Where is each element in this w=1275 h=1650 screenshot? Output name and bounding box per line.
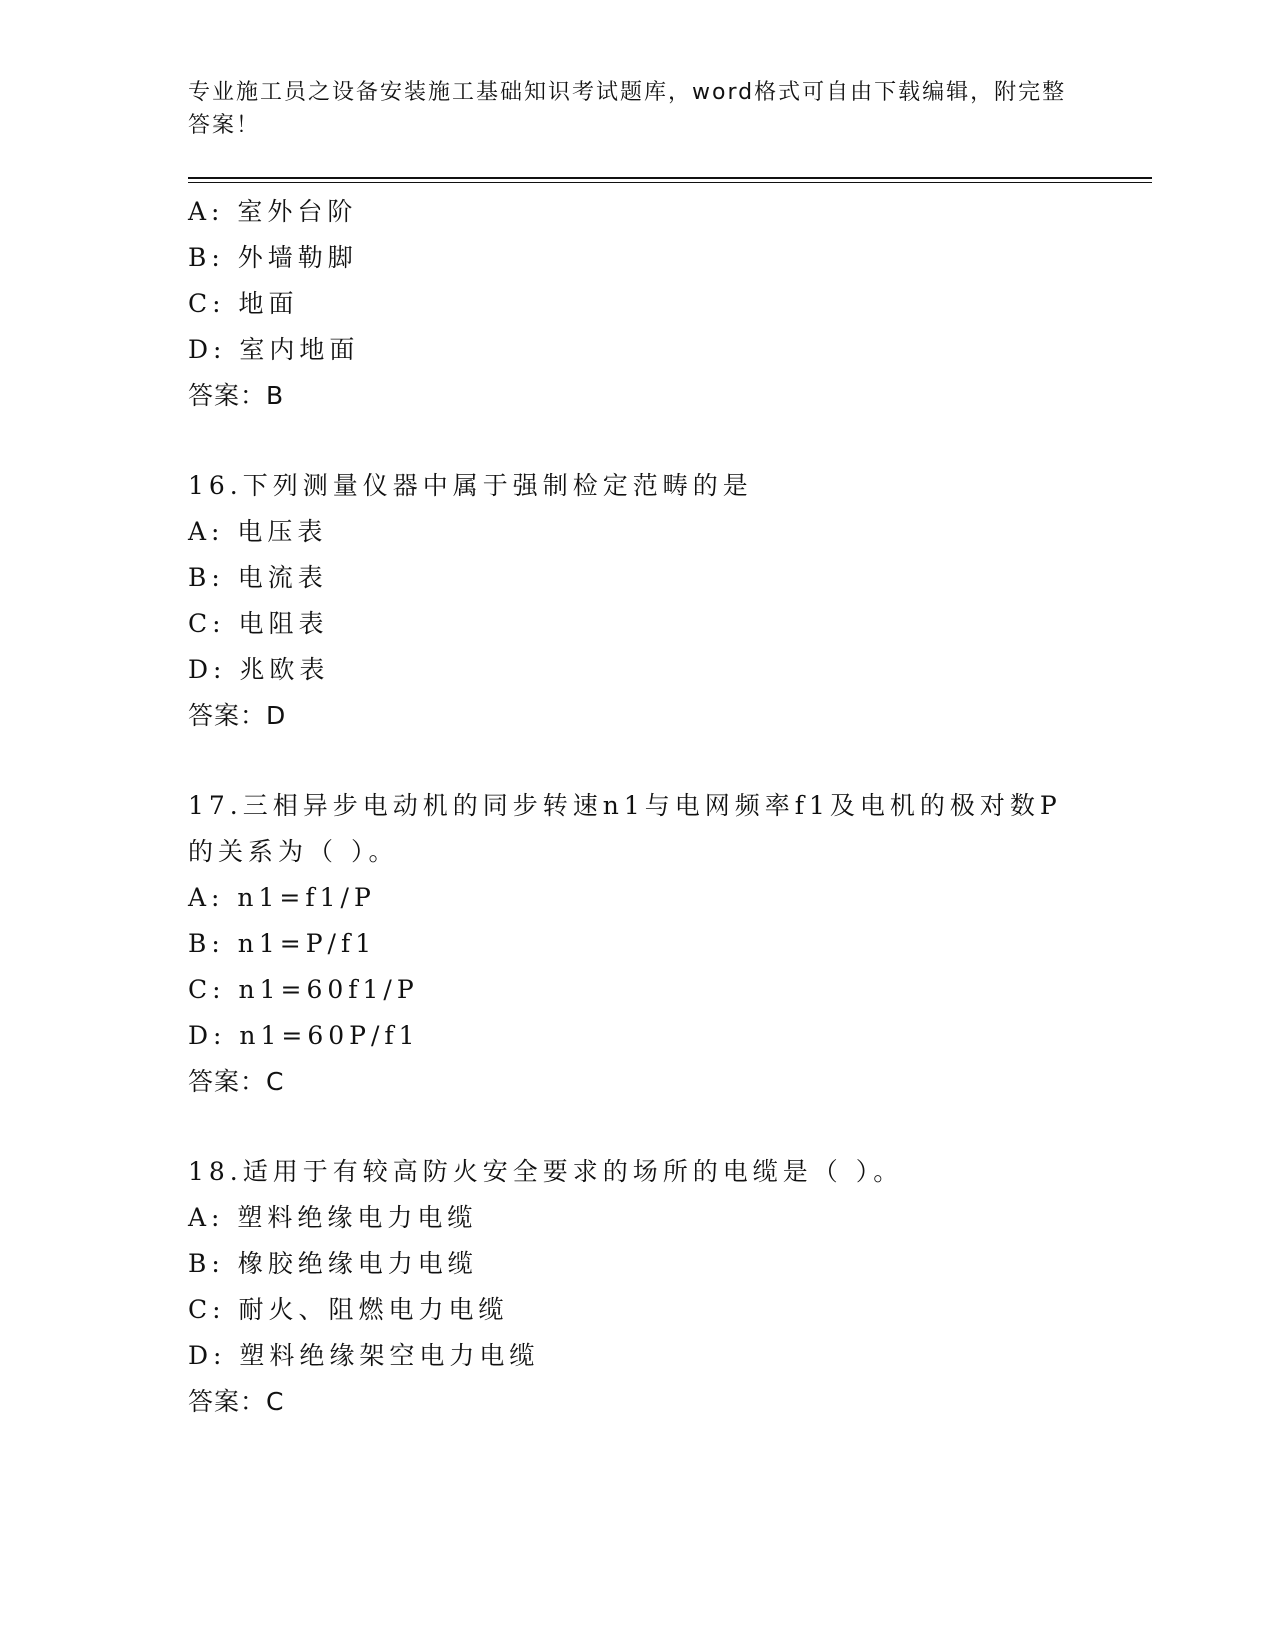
question-18 <box>188 1149 1108 1425</box>
question-list <box>188 189 1108 1425</box>
option-b: B: n1=P/f1 <box>188 929 377 958</box>
answer-line: 答案：C <box>188 1387 285 1416</box>
option-a: A: 塑料绝缘电力电缆 <box>188 1203 478 1232</box>
header-divider-thick <box>188 177 1152 179</box>
question-17 <box>188 783 1108 1105</box>
option-d: D: 兆欧表 <box>188 655 330 684</box>
option-a: A: n1=f1/P <box>188 883 376 912</box>
option-a: A: 室外台阶 <box>188 197 358 226</box>
question-text: 17.三相异步电动机的同步转速n1与电网频率f1及电机的极对数P的关系为（ ）。 <box>188 791 1062 866</box>
question-16 <box>188 463 1108 739</box>
question-text: 18.适用于有较高防火安全要求的场所的电缆是（ ）。 <box>188 1157 904 1186</box>
option-c: C: n1=60f1/P <box>188 975 419 1004</box>
option-c: C: 地面 <box>188 289 299 318</box>
option-c: C: 耐火、阻燃电力电缆 <box>188 1295 509 1324</box>
header-divider-thin <box>188 182 1152 183</box>
answer-line: 答案：C <box>188 1067 285 1096</box>
answer-line: 答案：D <box>188 701 287 730</box>
option-d: D: 室内地面 <box>188 335 360 364</box>
question-15-partial <box>188 189 1108 419</box>
option-c: C: 电阻表 <box>188 609 329 638</box>
option-a: A: 电压表 <box>188 517 328 546</box>
option-d: D: n1=60P/f1 <box>188 1021 420 1050</box>
option-b: B: 橡胶绝缘电力电缆 <box>188 1249 478 1278</box>
option-b: B: 外墙勒脚 <box>188 243 358 272</box>
document-header: 专业施工员之设备安装施工基础知识考试题库，word格式可自由下载编辑，附完整答案！ <box>188 80 1067 138</box>
option-b: B: 电流表 <box>188 563 328 592</box>
question-text: 16.下列测量仪器中属于强制检定范畴的是 <box>188 471 753 500</box>
option-d: D: 塑料绝缘架空电力电缆 <box>188 1341 540 1370</box>
answer-line: 答案：B <box>188 381 285 410</box>
